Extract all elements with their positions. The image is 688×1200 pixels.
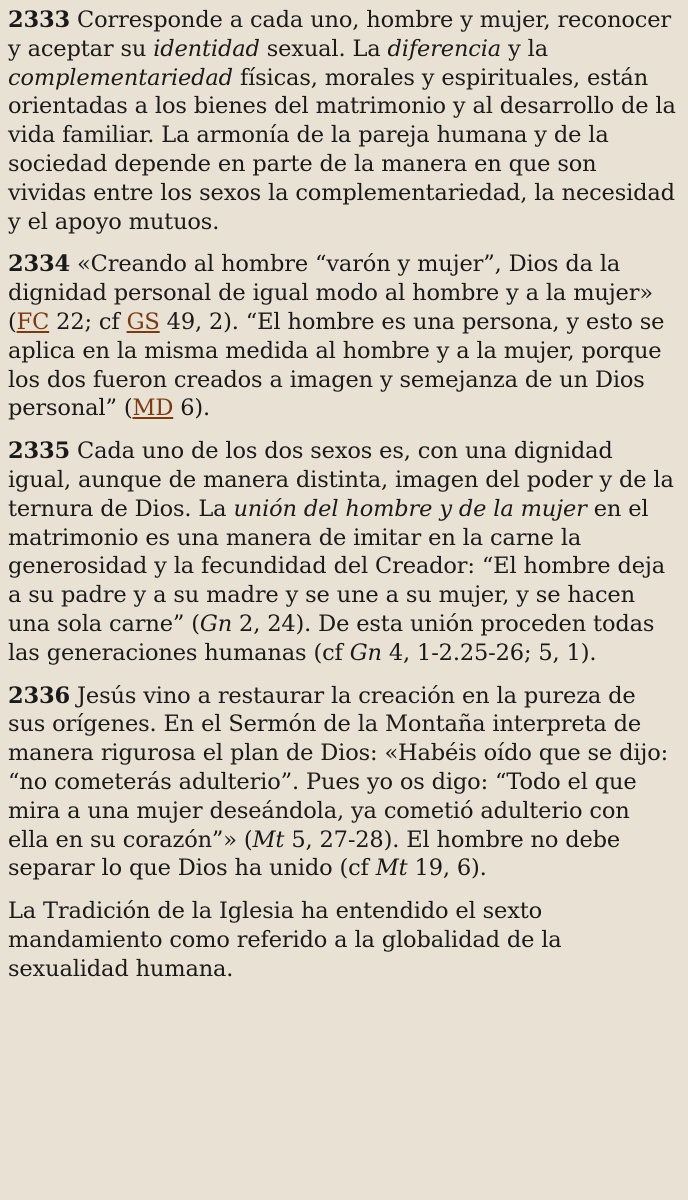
italic-text: complementariedad [8, 64, 233, 91]
body-text: 49, 2). “El hombre es una persona, y esto se aplica en la misma medida al hombre y a la mujer, porque los dos fueron creados a imagen y semejanza de un Dios personal” ( [8, 308, 665, 422]
italic-text: Mt [252, 826, 285, 853]
body-text: Jesús vino a restaurar la creación en la pureza de sus orígenes. En el Sermón de la Montaña interpreta de manera rigurosa el plan de Dios: «Habéis oído que se dijo: “no cometerás adulterio”. Pues yo os digo: “Todo el que mira a una mujer deseándola, ya cometió adulterio con ella en su corazón”» ( [8, 682, 669, 853]
reference-link[interactable]: GS [126, 308, 160, 335]
paragraph-2336 [8, 682, 676, 884]
body-text: y la [501, 35, 548, 62]
paragraph-2334 [8, 250, 676, 423]
italic-text: Gn [199, 610, 233, 637]
paragraph-number: 2333 [8, 7, 71, 33]
body-text: 4, 1-2.25-26; 5, 1). [381, 639, 597, 666]
italic-text: unión del hombre y de la mujer [233, 495, 587, 522]
paragraph-number: 2334 [8, 251, 71, 278]
body-text: 5, 27-28). El hombre no debe separar lo que Dios ha unido (cf [8, 826, 621, 882]
paragraph-number: 2336 [8, 682, 71, 709]
italic-text: diferencia [387, 35, 502, 62]
body-text: La Tradición de la Iglesia ha entendido el sexto mandamiento como referido a la globalidad de la sexualidad humana. [8, 898, 562, 982]
body-text: Cada uno de los dos sexos es, con una dignidad igual, aunque de manera distinta, imagen del poder y de la ternura de Dios. La [8, 438, 674, 522]
body-text: 2, 24). De esta unión proceden todas las generaciones humanas (cf [8, 610, 655, 666]
italic-text: Mt [375, 855, 408, 882]
body-text: físicas, morales y espirituales, están orientadas a los bienes del matrimonio y al desarrollo de la vida familiar. La armonía de la pareja humana y de la sociedad depende en parte de la manera en que son vividas entre los sexos la complementariedad, la necesidad y el apoyo mutuos. [8, 64, 676, 235]
reference-link[interactable]: MD [132, 395, 174, 422]
body-text: 19, 6). [407, 855, 487, 882]
body-text: 22; cf [49, 308, 127, 335]
paragraph-closing [8, 897, 676, 983]
paragraph-2333 [8, 6, 676, 236]
italic-text: identidad [153, 35, 260, 62]
reference-link[interactable]: FC [16, 308, 50, 335]
body-text: 6). [173, 395, 211, 422]
paragraph-number: 2335 [8, 438, 71, 465]
body-text: Corresponde a cada uno, hombre y mujer, reconocer y aceptar su [8, 7, 672, 62]
body-text: sexual. La [259, 35, 388, 62]
paragraph-2335 [8, 437, 676, 667]
body-text: «Creando al hombre “varón y mujer”, Dios da la dignidad personal de igual modo al hombre y a la mujer» ( [8, 251, 653, 335]
italic-text: Gn [349, 639, 382, 666]
body-text: en el matrimonio es una manera de imitar en la carne la generosidad y la fecundidad del Creador: “El hombre deja a su padre y a su madre y se une a su mujer, y se hacen una sola carne” ( [8, 495, 665, 637]
